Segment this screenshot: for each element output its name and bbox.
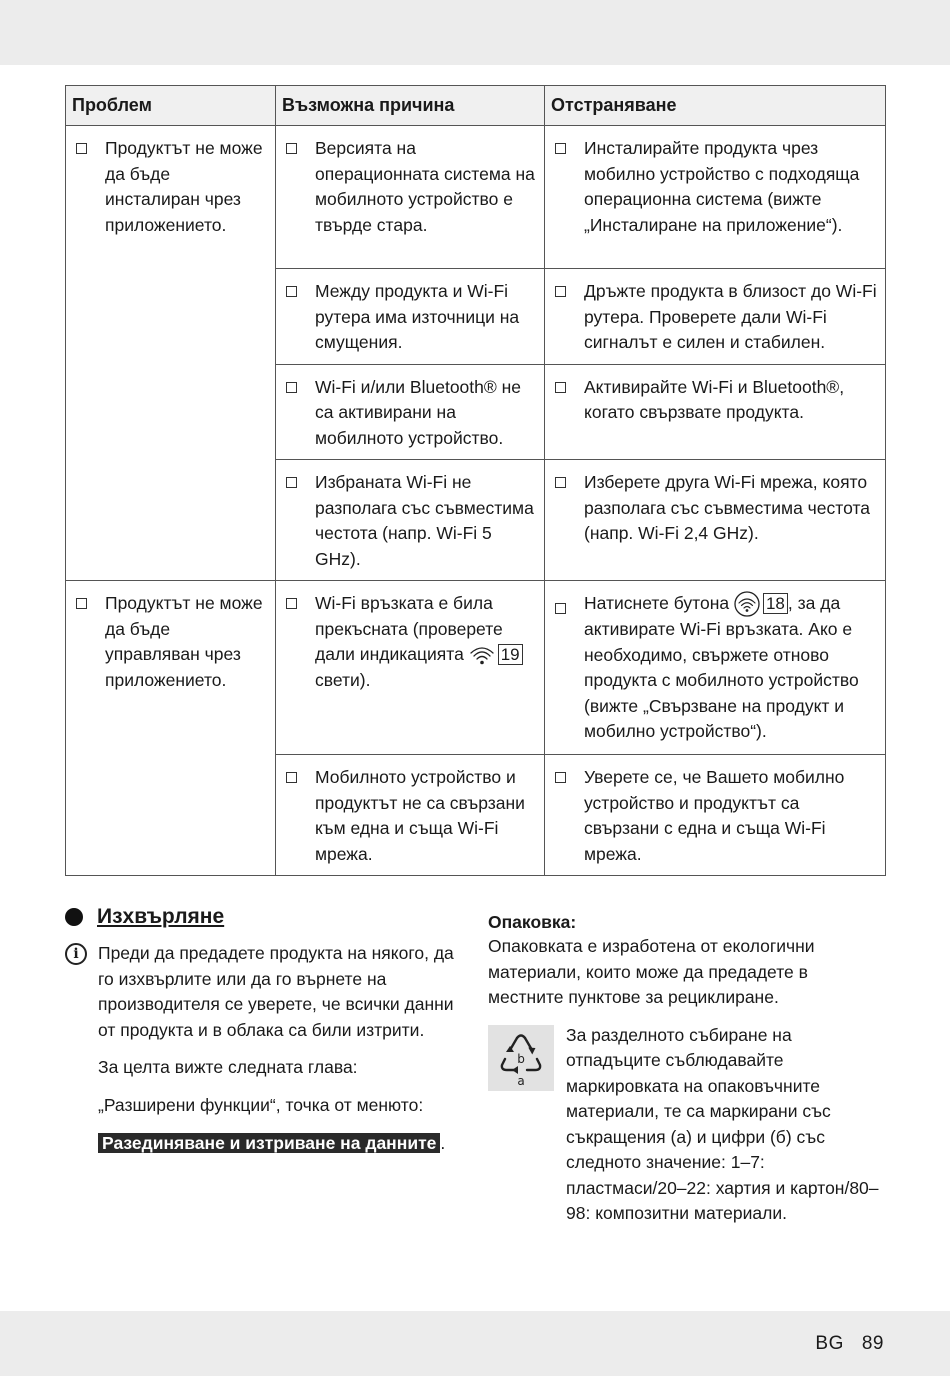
problem-cell (66, 581, 276, 876)
solution-text (584, 591, 879, 745)
highlight-end: . (440, 1133, 446, 1153)
checkbox-icon (286, 598, 297, 609)
solution-cell (545, 581, 886, 755)
cause-cell (276, 755, 545, 876)
problem-text: Продуктът не може да бъде управляван чрез приложението. (105, 593, 263, 690)
checkbox-icon (555, 382, 566, 393)
menu-point-text: „Разширени функции“, точка от менюто: (98, 1094, 424, 1115)
packaging-section (488, 910, 888, 1227)
table-row (66, 581, 886, 755)
header-band (0, 0, 950, 65)
checkbox-icon (286, 477, 297, 488)
cause-cell (276, 269, 545, 365)
checkbox-icon (555, 286, 566, 297)
highlighted-menu-item: Разединяване и изтриване на данните (98, 1133, 440, 1153)
troubleshooting-table (65, 85, 886, 876)
recycle-letter-b: b (517, 1051, 525, 1066)
recycle-note (488, 1023, 888, 1227)
disposal-heading (65, 905, 465, 929)
recycle-icon (488, 1025, 554, 1091)
cause-text: Мобилното устройство и продуктът не са свързани към една и съща Wi-Fi мрежа. (315, 767, 525, 864)
problem-text: Продуктът не може да бъде инсталиран чрез приложението. (105, 138, 263, 235)
solution-text: Изберете друга Wi-Fi мрежа, която разполага със съвместима честота (напр. Wi-Fi 2,4 GHz). (584, 472, 870, 543)
solution-cell (545, 460, 886, 581)
checkbox-icon (76, 598, 87, 609)
solution-cell (545, 126, 886, 269)
ref-number: 18 (763, 593, 788, 614)
cause-text: Между продукта и Wi-Fi рутера има източници на смущения. (315, 281, 520, 352)
cause-cell (276, 460, 545, 581)
cause-text-end: свети). (315, 669, 371, 690)
checkbox-icon (286, 382, 297, 393)
see-chapter-text: За целта вижте следната глава: (98, 1057, 358, 1077)
solution-cell (545, 364, 886, 460)
ref-number: 19 (498, 644, 523, 665)
cause-text: Версията на операционната система на мобилното устройство е твърде стара. (315, 138, 535, 235)
wifi-button-icon (734, 591, 760, 617)
cause-text: Wi-Fi и/или Bluetooth® не са активирани на мобилното устройство. (315, 376, 522, 448)
page-number: 89 (861, 1333, 884, 1354)
packaging-text: Опаковката е изработена от екологични материали, които може да предадете в местните пунктове за рециклиране. (488, 936, 815, 1007)
section-title: Изхвърляне (97, 905, 225, 928)
problem-cell (66, 126, 276, 581)
info-note (65, 941, 465, 1043)
header-problem: Проблем (66, 86, 276, 126)
checkbox-icon (555, 772, 566, 783)
solution-cell (545, 755, 886, 876)
recycle-letter-a: a (517, 1073, 525, 1088)
info-text: Преди да предадете продукта на някого, да го изхвърлите или да го върнете на производителя се уверете, че всички данни от продукта и в облака са били изтрити. (98, 943, 454, 1040)
cause-cell (276, 126, 545, 269)
checkbox-icon (286, 772, 297, 783)
cause-text-start: Wi-Fi връзката е била прекъсната (проверете дали индикацията (315, 593, 503, 664)
solution-text: Дръжте продукта в близост до Wi-Fi рутера. Проверете дали Wi-Fi сигналът е силен и стабилен. (584, 281, 877, 352)
language-code: BG (815, 1333, 844, 1354)
table-header-row (66, 86, 886, 126)
solution-cell (545, 269, 886, 365)
solution-text: Активирайте Wi-Fi и Bluetooth®, когато свързвате продукта. (584, 376, 845, 422)
solution-text-start: Натиснете бутона (584, 593, 730, 613)
wifi-indicator-icon (469, 644, 495, 666)
checkbox-icon (555, 603, 566, 614)
solution-text: Инсталирайте продукта чрез мобилно устройство с подходяща операционна система (вижте „Инсталиране на приложение“). (584, 138, 860, 235)
header-cause: Възможна причина (276, 86, 545, 126)
packaging-title: Опаковка: (488, 912, 577, 932)
checkbox-icon (286, 286, 297, 297)
cause-cell (276, 364, 545, 460)
recycle-symbol (488, 1025, 554, 1091)
recycle-text: За разделното събиране на отпадъците съблюдавайте маркировката на опаковъчните материали, те са маркирани със съкращения (а) и цифри (б) със следното значение: 1–7: пластмаси/20–22: хартия и картон/80–98: композитни материали. (566, 1024, 879, 1223)
header-solution: Отстраняване (545, 86, 886, 126)
table-row (66, 126, 886, 269)
cause-cell (276, 581, 545, 755)
solution-text-end: , за да активирате Wi-Fi връзката. Ако е необходимо, свържете отново продукта с мобилното устройство (вижте „Свързване на продукт и мобилно устройство“). (584, 593, 859, 742)
page-footer (815, 1333, 884, 1355)
bullet-icon (65, 908, 83, 926)
disposal-section (65, 905, 465, 1156)
checkbox-icon (76, 143, 87, 154)
checkbox-icon (286, 143, 297, 154)
cause-text (315, 591, 538, 693)
info-icon: i (65, 943, 87, 965)
highlight-block (98, 1130, 465, 1156)
checkbox-icon (555, 143, 566, 154)
checkbox-icon (555, 477, 566, 488)
footer-band (0, 1311, 950, 1376)
solution-text: Уверете се, че Вашето мобилно устройство и продуктът са свързани с една и съща Wi-Fi мрежа. (584, 767, 845, 864)
cause-text: Избраната Wi-Fi не разполага със съвместима честота (напр. Wi-Fi 5 GHz). (315, 472, 534, 569)
